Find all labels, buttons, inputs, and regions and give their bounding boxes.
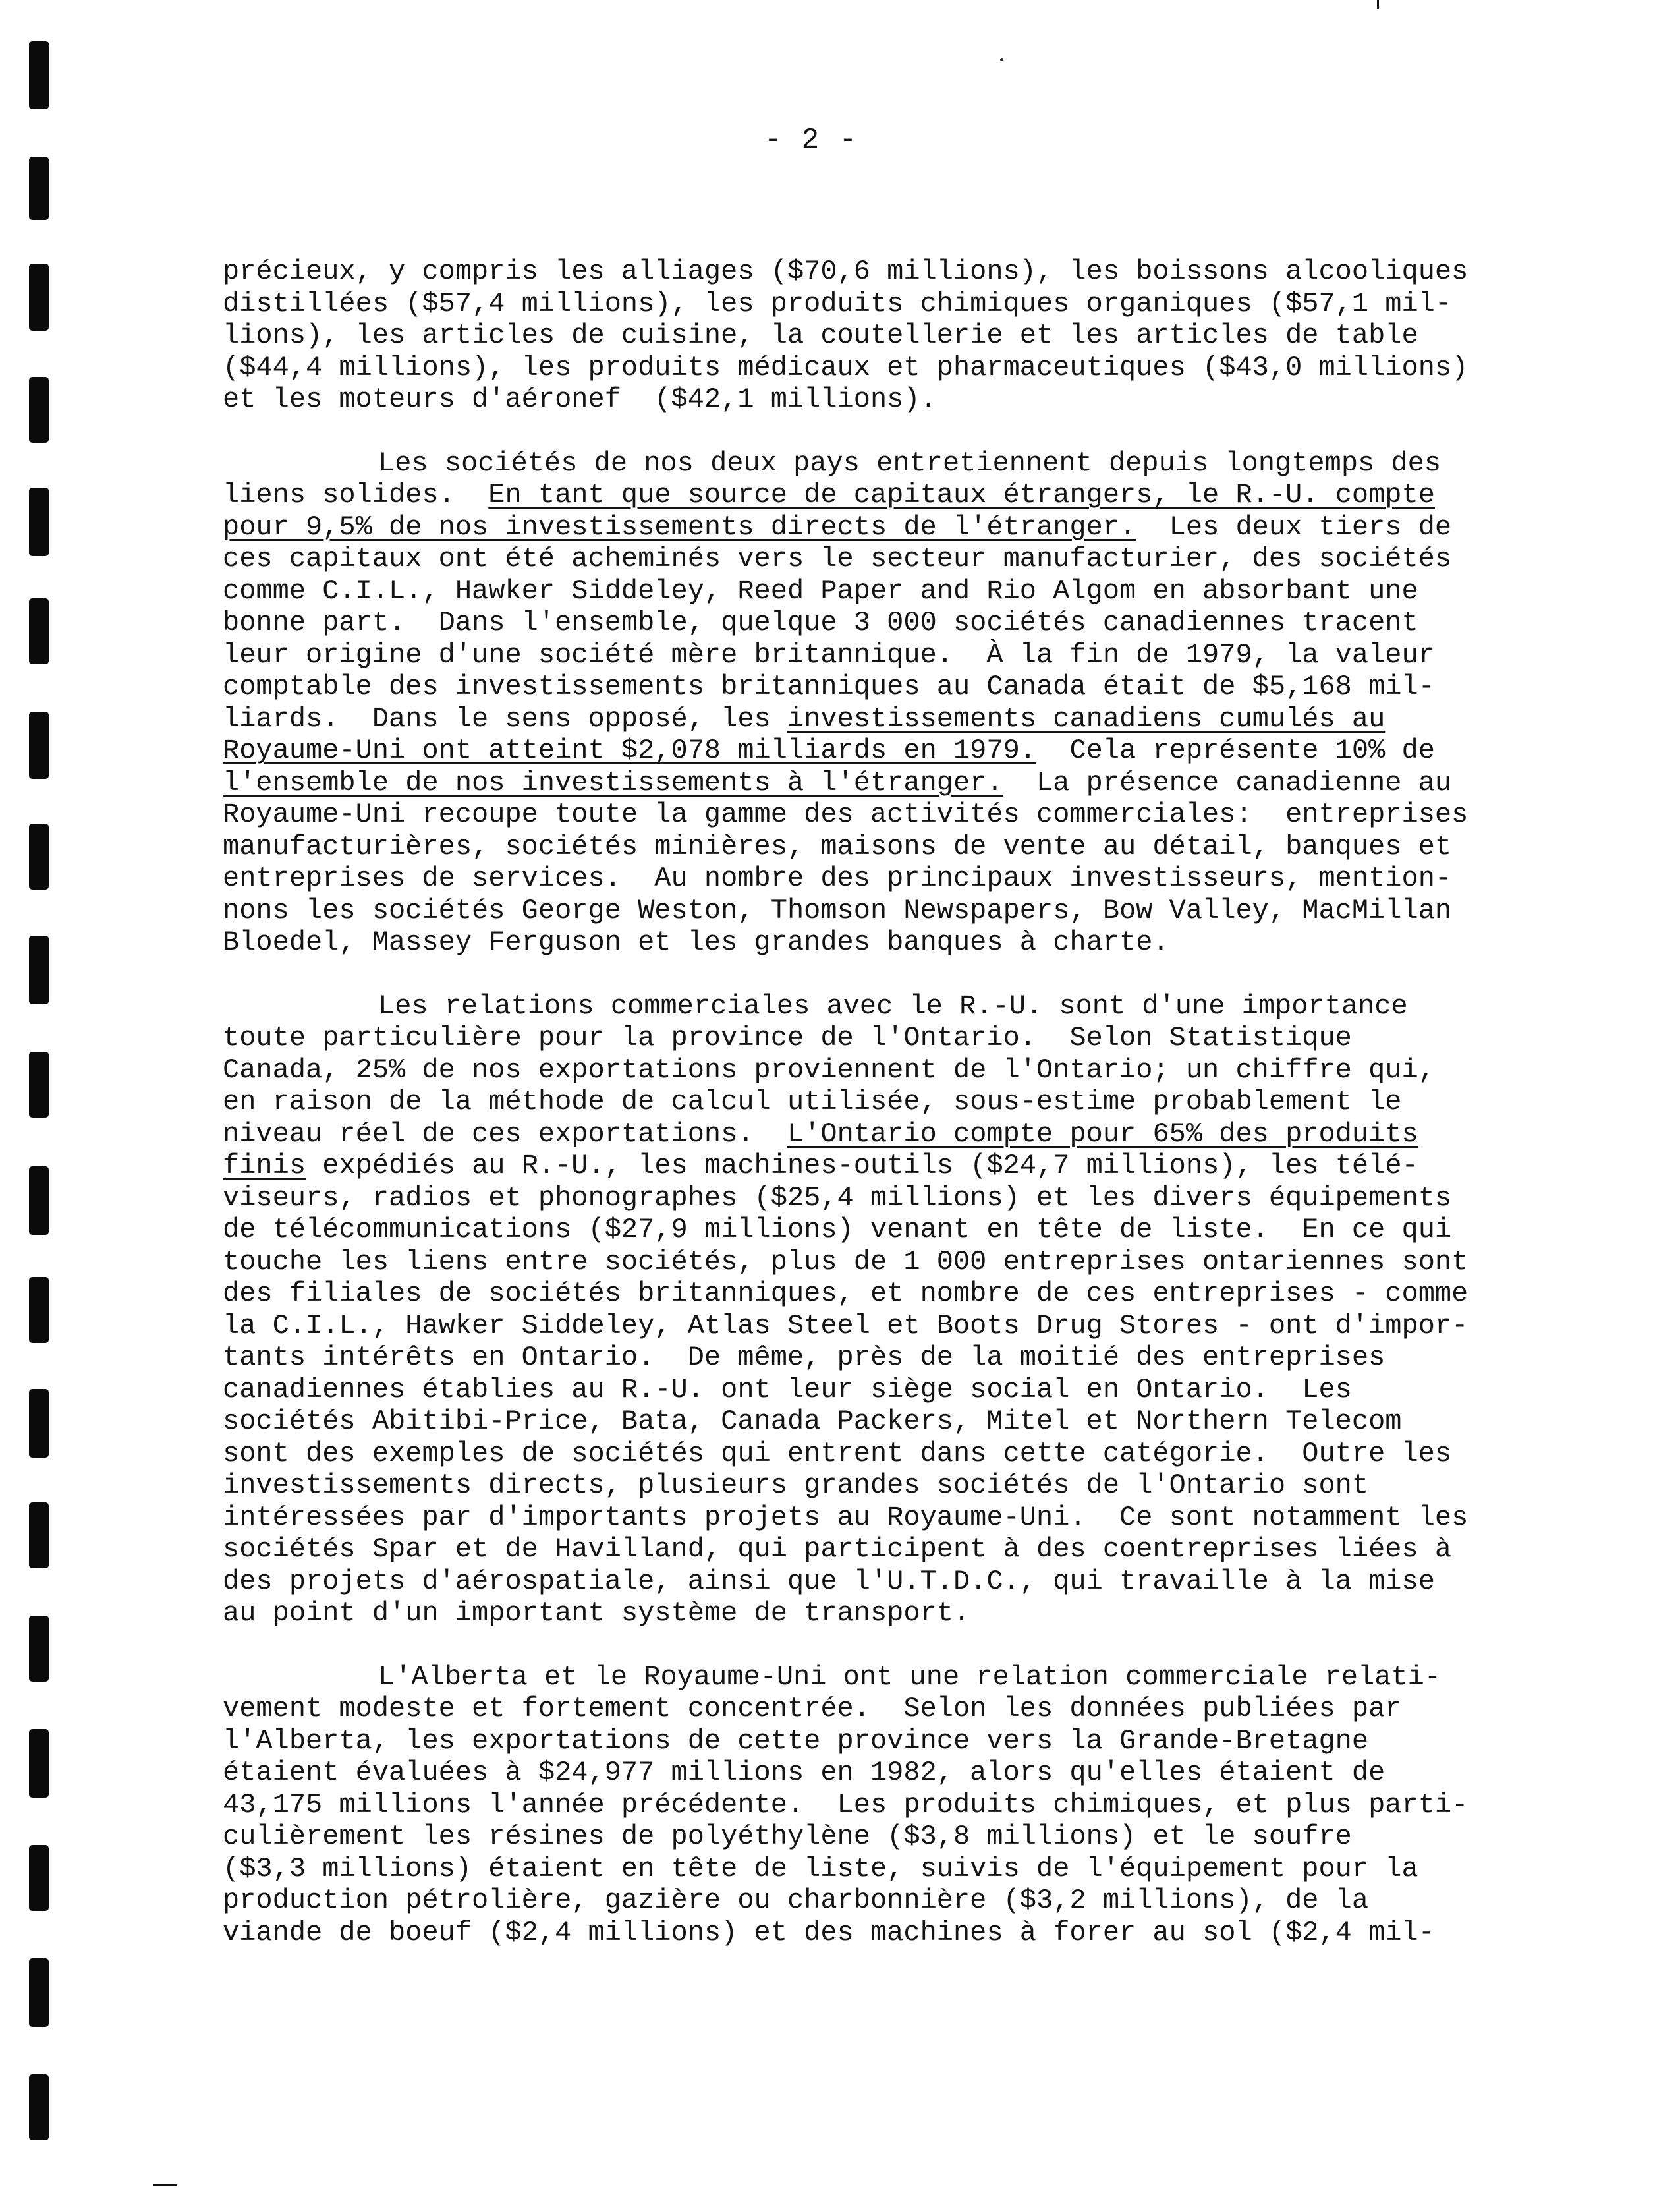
text-line: manufacturières, sociétés minières, maisons de vente au détail, banques et (223, 830, 1452, 863)
scan-edge-mark (1377, 0, 1379, 9)
scan-edge-mark (153, 2184, 177, 2186)
punch-mark (29, 598, 49, 664)
punch-mark (29, 1958, 49, 2027)
scan-speck (1000, 58, 1003, 61)
text-line: leur origine d'une société mère britannique. À la fin de 1979, la valeur (223, 639, 1435, 671)
text-line: comme C.I.L., Hawker Siddeley, Reed Paper and Rio Algom en absorbant une (223, 575, 1418, 607)
text-line: ces capitaux ont été acheminés vers le secteur manufacturier, des sociétés (223, 543, 1452, 575)
punch-mark (29, 1166, 49, 1235)
punch-mark (29, 264, 49, 331)
underlined-text: l'ensemble de nos investissements à l'étranger. (223, 766, 1003, 799)
text-line: entreprises de services. Au nombre des principaux investisseurs, mention- (223, 863, 1452, 894)
punch-mark (29, 41, 49, 109)
underlined-text: investissements canadiens cumulés au (787, 702, 1386, 735)
text-line: ($44,4 millions), les produits médicaux et pharmaceutiques ($43,0 millions) (223, 351, 1469, 384)
text-line: sont des exemples de sociétés qui entrent dans cette catégorie. Outre les (223, 1437, 1452, 1469)
punch-mark (29, 157, 49, 220)
text-line: comptable des investissements britanniques au Canada était de $5,168 mil- (223, 671, 1435, 702)
text-line (223, 511, 1452, 544)
text-line: investissements directs, plusieurs grandes sociétés de l'Ontario sont (223, 1469, 1369, 1501)
underlined-text: finis (223, 1150, 306, 1181)
document-body (223, 256, 1469, 1980)
punch-mark (29, 1389, 49, 1458)
punch-mark (29, 936, 49, 1004)
text-span: niveau réel de ces exportations. (223, 1118, 754, 1150)
underlined-text: L'Ontario compte pour 65% des produits (787, 1118, 1418, 1150)
text-line: nons les sociétés George Weston, Thomson Newspapers, Bow Valley, MacMillan (223, 894, 1452, 926)
punch-mark (29, 1729, 49, 1798)
punch-mark (29, 1616, 49, 1682)
punch-mark (29, 712, 49, 779)
punch-mark (29, 377, 49, 443)
text-line: la C.I.L., Hawker Siddeley, Atlas Steel et Boots Drug Stores - ont d'impor- (223, 1309, 1469, 1342)
text-span: Les deux tiers de (1169, 511, 1452, 543)
text-line: Bloedel, Massey Ferguson et les grandes banques à charte. (223, 926, 1169, 958)
text-span: liens solides. (223, 479, 455, 511)
text-line: sociétés Abitibi-Price, Bata, Canada Packers, Mitel et Northern Telecom (223, 1406, 1402, 1437)
text-line: intéressées par d'importants projets au Royaume-Uni. Ce sont notamment les (223, 1501, 1469, 1533)
underlined-text: pour 9,5% de nos investissements directs de l'étranger. (223, 511, 1136, 543)
text-span: expédiés au R.-U., les machines-outils ($24,7 millions), les télé- (322, 1150, 1418, 1181)
text-line: en raison de la méthode de calcul utilisée, sous-estime probablement le (223, 1086, 1402, 1118)
text-line: des filiales de sociétés britanniques, et nombre de ces entreprises - comme (223, 1278, 1469, 1309)
text-line: bonne part. Dans l'ensemble, quelque 3 000 sociétés canadiennes tracent (223, 607, 1418, 639)
text-line: Les sociétés de nos deux pays entretiennent depuis longtemps des (378, 447, 1442, 479)
paragraph (223, 1661, 1469, 1949)
text-line (223, 703, 1448, 735)
text-span: La présence canadienne au (1036, 766, 1452, 799)
text-line (223, 735, 1448, 767)
binder-punch-marks (0, 0, 79, 2191)
punch-mark (29, 2074, 49, 2140)
text-line: ($3,3 millions) étaient en tête de liste, suivis de l'équipement pour la (223, 1852, 1418, 1885)
underlined-text: Royaume-Uni ont atteint $2,078 milliards en 1979. (223, 735, 1037, 766)
text-line: au point d'un important système de transport. (223, 1597, 970, 1629)
text-line: sociétés Spar et de Havilland, qui participent à des coentreprises liées à (223, 1533, 1452, 1565)
text-line: L'Alberta et le Royaume-Uni ont une relation commerciale relati- (378, 1661, 1442, 1693)
text-line (223, 1118, 1448, 1151)
text-line: Les relations commerciales avec le R.-U. sont d'une importance (378, 990, 1408, 1022)
text-line (223, 1150, 1448, 1182)
text-span: liards. Dans le sens opposé, les (223, 702, 771, 735)
text-line: distillées ($57,4 millions), les produits chimiques organiques ($57,1 mil- (223, 287, 1452, 320)
punch-mark (29, 488, 49, 556)
text-line: lions), les articles de cuisine, la coutellerie et les articles de table (223, 320, 1418, 351)
punch-mark (29, 1502, 49, 1568)
paragraph (223, 990, 1469, 1630)
paragraph (223, 447, 1469, 959)
text-line: l'Alberta, les exportations de cette province vers la Grande-Bretagne (223, 1724, 1369, 1757)
text-line: viseurs, radios et phonographes ($25,4 millions) et les divers équipements (223, 1181, 1452, 1214)
text-line: canadiennes établies au R.-U. ont leur siège social en Ontario. Les (223, 1373, 1352, 1406)
text-line: de télécommunications ($27,9 millions) venant en tête de liste. En ce qui (223, 1214, 1452, 1245)
text-line: et les moteurs d'aéronef ($42,1 millions). (223, 384, 937, 415)
text-line: étaient évaluées à $24,977 millions en 1982, alors qu'elles étaient de (223, 1757, 1386, 1788)
text-line (223, 479, 1448, 511)
punch-mark (29, 1052, 49, 1118)
text-line: tants intérêts en Ontario. De même, près de la moitié des entreprises (223, 1342, 1386, 1373)
text-line: production pétrolière, gazière ou charbonnière ($3,2 millions), de la (223, 1885, 1369, 1916)
punch-mark (29, 1277, 49, 1343)
text-line: précieux, y compris les alliages ($70,6 millions), les boissons alcooliques (223, 256, 1469, 287)
text-line: 43,175 millions l'année précédente. Les produits chimiques, et plus parti- (223, 1788, 1469, 1821)
text-line: touche les liens entre sociétés, plus de 1 000 entreprises ontariennes sont (223, 1245, 1469, 1278)
punch-mark (29, 1845, 49, 1911)
text-line: Royaume-Uni recoupe toute la gamme des activités commerciales: entreprises (223, 799, 1469, 830)
page-number: - 2 - (764, 124, 858, 157)
text-line: Canada, 25% de nos exportations proviennent de l'Ontario; un chiffre qui, (223, 1054, 1435, 1086)
text-span: Cela représente 10% de (1069, 735, 1435, 766)
text-line: culièrement les résines de polyéthylène ($3,8 millions) et le soufre (223, 1821, 1352, 1852)
text-line (223, 766, 1452, 799)
punch-mark (29, 824, 49, 890)
underlined-text: En tant que source de capitaux étrangers, le R.-U. compte (488, 479, 1435, 511)
text-line: viande de boeuf ($2,4 millions) et des machines à forer au sol ($2,4 mil- (223, 1916, 1435, 1949)
paragraph (223, 256, 1469, 416)
text-line: vement modeste et fortement concentrée. Selon les données publiées par (223, 1693, 1402, 1724)
text-line: des projets d'aérospatiale, ainsi que l'U.T.D.C., qui travaille à la mise (223, 1565, 1435, 1597)
text-line: toute particulière pour la province de l'Ontario. Selon Statistique (223, 1022, 1352, 1054)
